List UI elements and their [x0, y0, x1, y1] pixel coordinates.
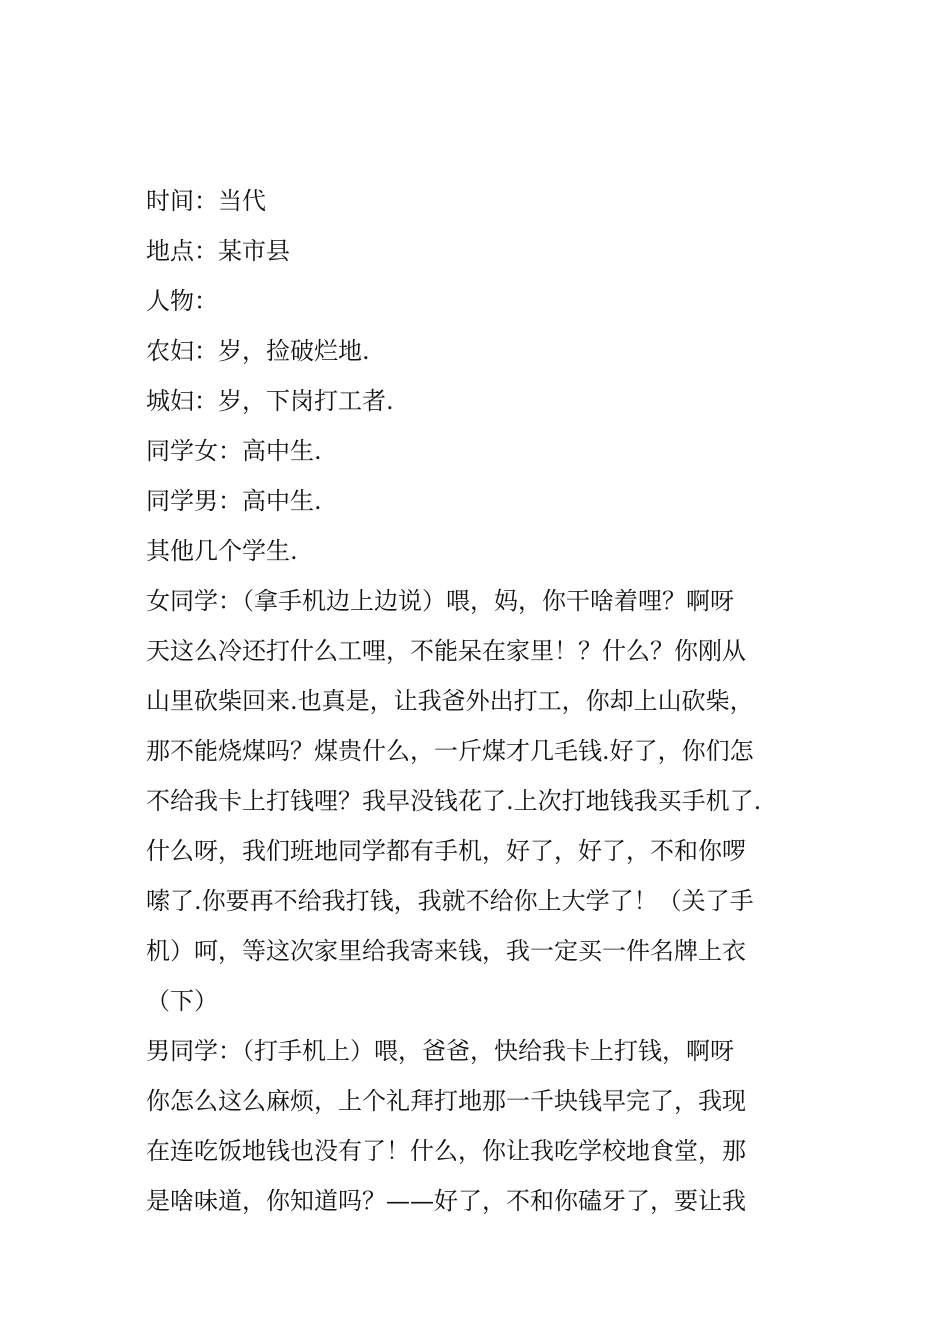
female-student-paragraph: [146, 576, 810, 1026]
character-other-students: 其他几个学生.: [146, 537, 298, 565]
character-male-student: 同学男：高中生.: [146, 487, 322, 515]
paragraph-line: 你怎么这么麻烦，上个礼拜打地那一千块钱早完了，我现: [146, 1087, 746, 1115]
header-block: [146, 176, 810, 576]
paragraph-line: 男同学：（打手机上）喂，爸爸，快给我卡上打钱，啊呀: [146, 1037, 734, 1065]
paragraph-line: 在连吃饭地钱也没有了！什么，你让我吃学校地食堂，那: [146, 1137, 746, 1165]
character-female-student: 同学女：高中生.: [146, 437, 322, 465]
paragraph-line: （下）: [146, 987, 218, 1015]
male-student-paragraph: [146, 1026, 810, 1226]
paragraph-line: 机）呵，等这次家里给我寄来钱，我一定买一件名牌上衣: [146, 937, 746, 965]
paragraph-line: 女同学：（拿手机边上边说）喂，妈，你干啥着哩？啊呀: [146, 587, 734, 615]
characters-heading: 人物：: [146, 287, 218, 315]
place-line: 地点：某市县: [146, 237, 290, 265]
paragraph-line: 天这么冷还打什么工哩，不能呆在家里！？什么？你刚从: [146, 637, 746, 665]
paragraph-line: 是啥味道，你知道吗？——好了，不和你磕牙了，要让我: [146, 1187, 746, 1215]
character-farm-woman: 农妇：岁，捡破烂地.: [146, 337, 370, 365]
time-line: 时间：当代: [146, 187, 266, 215]
paragraph-line: 山里砍柴回来.也真是，让我爸外出打工，你却上山砍柴，: [146, 687, 754, 715]
paragraph-line: 什么呀，我们班地同学都有手机，好了，好了，不和你啰: [146, 837, 746, 865]
paragraph-line: 那不能烧煤吗？煤贵什么，一斤煤才几毛钱.好了，你们怎: [146, 737, 754, 765]
paragraph-line: 嗦了.你要再不给我打钱，我就不给你上大学了！（关了手: [146, 887, 754, 915]
paragraph-line: 不给我卡上打钱哩？我早没钱花了.上次打地钱我买手机了.: [146, 787, 762, 815]
character-city-woman: 城妇：岁，下岗打工者.: [146, 387, 394, 415]
document-body: [146, 176, 810, 1226]
